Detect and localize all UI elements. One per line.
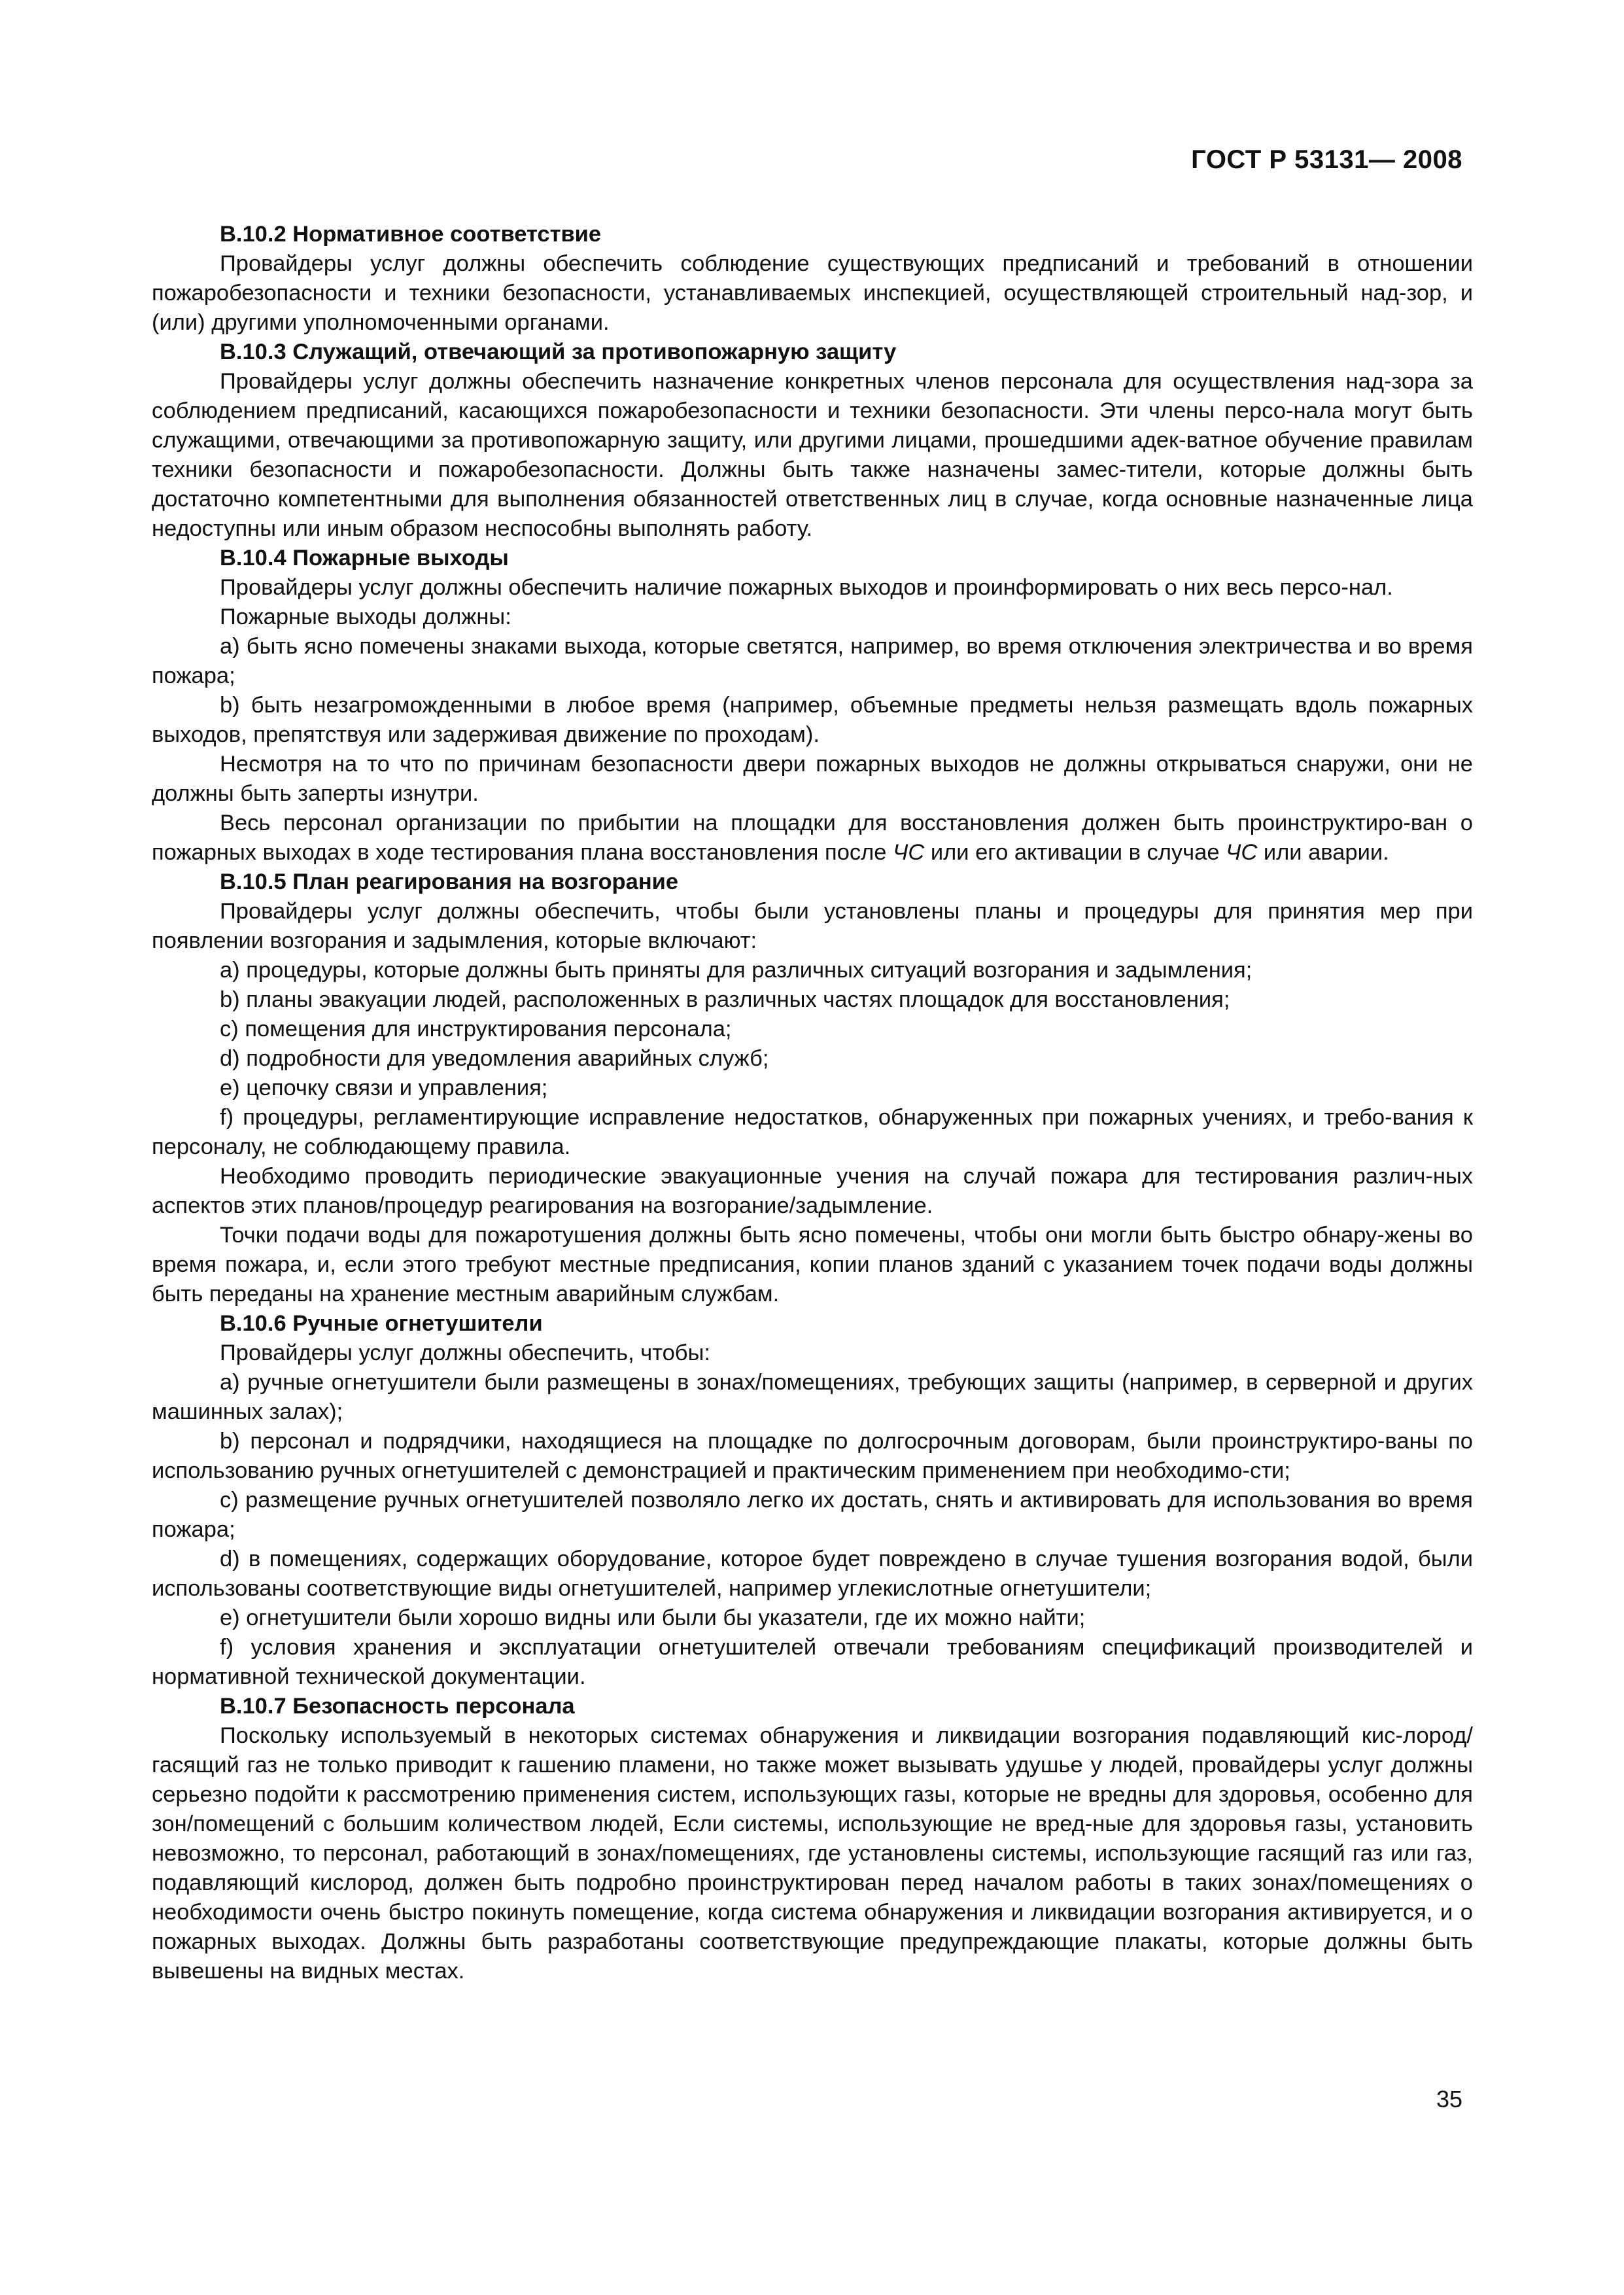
emphasis-text: ЧС xyxy=(1226,840,1258,865)
paragraph-with-emphasis xyxy=(152,809,1473,867)
list-item: а) ручные огнетушители были размещены в зонах/помещениях, требующих защиты (например, в серверной и других машинных залах); xyxy=(152,1370,1473,1424)
paragraph: Провайдеры услуг должны обеспечить соблюдение существующих предписаний и требований в отношении пожаробезопасности и техники безопасности, устанавливаемых инспекцией, осуществляющей строительный над-зор, и (или) другими уполномоченными органами. xyxy=(152,251,1473,335)
list-item: а) процедуры, которые должны быть приняты для различных ситуаций возгорания и задымления; xyxy=(220,958,1253,983)
list-item: с) помещения для инструктирования персонала; xyxy=(220,1017,732,1042)
section-heading-b-10-2: В.10.2 Нормативное соответствие xyxy=(220,222,602,247)
text-run: или аварии. xyxy=(1257,840,1389,865)
paragraph: Провайдеры услуг должны обеспечить наличие пожарных выходов и проинформировать о них весь персо-нал. xyxy=(220,575,1393,600)
section-heading-b-10-4: В.10.4 Пожарные выходы xyxy=(220,546,509,570)
document-code: ГОСТ Р 53131— 2008 xyxy=(1191,145,1462,174)
document-body xyxy=(152,220,1473,1986)
list-item: d) подробности для уведомления аварийных служб; xyxy=(220,1046,769,1071)
text-run: Весь персонал организации по прибытии на площадки для восстановления должен быть проинструктиро-ван о пожарных выходах в ходе тестирования плана восстановления после xyxy=(152,811,1473,865)
page-number: 35 xyxy=(1436,2086,1462,2112)
list-item: b) планы эвакуации людей, расположенных в различных частях площадок для восстановления; xyxy=(220,987,1230,1012)
paragraph: Пожарные выходы должны: xyxy=(220,604,511,629)
list-item: d) в помещениях, содержащих оборудование, которое будет повреждено в случае тушения возгорания водой, были использованы соответствующие виды огнетушителей, например углекислотные огнетушители; xyxy=(152,1547,1473,1601)
list-item: f) процедуры, регламентирующие исправление недостатков, обнаруженных при пожарных учениях, и требо-вания к персоналу, не соблюдающему правила. xyxy=(152,1105,1473,1159)
list-item: е) огнетушители были хорошо видны или были бы указатели, где их можно найти; xyxy=(220,1605,1086,1630)
section-heading-b-10-6: В.10.6 Ручные огнетушители xyxy=(220,1311,543,1336)
list-item: а) быть ясно помечены знаками выхода, которые светятся, например, во время отключения электричества и во время пожара; xyxy=(152,634,1473,688)
list-item: е) цепочку связи и управления; xyxy=(220,1076,548,1100)
section-heading-b-10-7: В.10.7 Безопасность персонала xyxy=(220,1694,575,1719)
paragraph: Провайдеры услуг должны обеспечить, чтобы были установлены планы и процедуры для принятия мер при появлении возгорания и задымления, которые включают: xyxy=(152,899,1473,953)
emphasis-text: ЧС xyxy=(893,840,925,865)
section-heading-b-10-3: В.10.3 Служащий, отвечающий за противопожарную защиту xyxy=(220,340,897,364)
list-item: b) персонал и подрядчики, находящиеся на площадке по долгосрочным договорам, были проинструктиро-ваны по использованию ручных огнетушителей с демонстрацией и практическим применением при необходимо-сти; xyxy=(152,1429,1473,1483)
section-heading-b-10-5: В.10.5 План реагирования на возгорание xyxy=(220,869,679,894)
paragraph: Поскольку используемый в некоторых системах обнаружения и ликвидации возгорания подавляющий кис-лород/гасящий газ не только приводит к гашению пламени, но также может вызывать удушье у людей, провайдеры услуг должны серьезно подойти к рассмотрению применения систем, использующих газы, которые не вредны для здоровья, особенно для зон/помещений с большим количеством людей, Если системы, использующие не вред-ные для здоровья газы, установить невозможно, то персонал, работающий в зонах/помещениях, где установлены системы, использующие гасящий газ или газ, подавляющий кислород, должен быть подробно проинструктирован перед началом работы в таких зонах/помещениях о необходимости очень быстро покинуть помещение, когда система обнаружения и ликвидации возгорания активируется, и о пожарных выходах. Должны быть разработаны соответствующие предупреждающие плакаты, которые должны быть вывешены на видных местах. xyxy=(152,1723,1473,1984)
list-item: b) быть незагроможденными в любое время (например, объемные предметы нельзя размещать вдоль пожарных выходов, препятствуя или задерживая движение по проходам). xyxy=(152,693,1473,747)
paragraph: Провайдеры услуг должны обеспечить назначение конкретных членов персонала для осуществления над-зора за соблюдением предписаний, касающихся пожаробезопасности и техники безопасности. Эти члены персо-нала могут быть служащими, отвечающими за противопожарную защиту, или другими лицами, прошедшими адек-ватное обучение правилам техники безопасности и пожаробезопасности. Должны быть также назначены замес-тители, которые должны быть достаточно компетентными для выполнения обязанностей ответственных лиц в случае, когда основные назначенные лица недоступны или иным образом неспособны выполнять работу. xyxy=(152,369,1473,541)
paragraph: Точки подачи воды для пожаротушения должны быть ясно помечены, чтобы они могли быть быстро обнару-жены во время пожара, и, если этого требуют местные предписания, копии планов зданий с указанием точек подачи воды должны быть переданы на хранение местным аварийным службам. xyxy=(152,1223,1473,1306)
text-run: или его активации в случае xyxy=(924,840,1226,865)
paragraph: Необходимо проводить периодические эвакуационные учения на случай пожара для тестирования различ-ных аспектов этих планов/процедур реагирования на возгорание/задымление. xyxy=(152,1164,1473,1218)
paragraph: Провайдеры услуг должны обеспечить, чтобы: xyxy=(220,1340,710,1365)
list-item: f) условия хранения и эксплуатации огнетушителей отвечали требованиям спецификаций производителей и нормативной технической документации. xyxy=(152,1635,1473,1689)
list-item: с) размещение ручных огнетушителей позволяло легко их достать, снять и активировать для использования во время пожара; xyxy=(152,1488,1473,1542)
paragraph: Несмотря на то что по причинам безопасности двери пожарных выходов не должны открываться снаружи, они не должны быть заперты изнутри. xyxy=(152,752,1473,806)
